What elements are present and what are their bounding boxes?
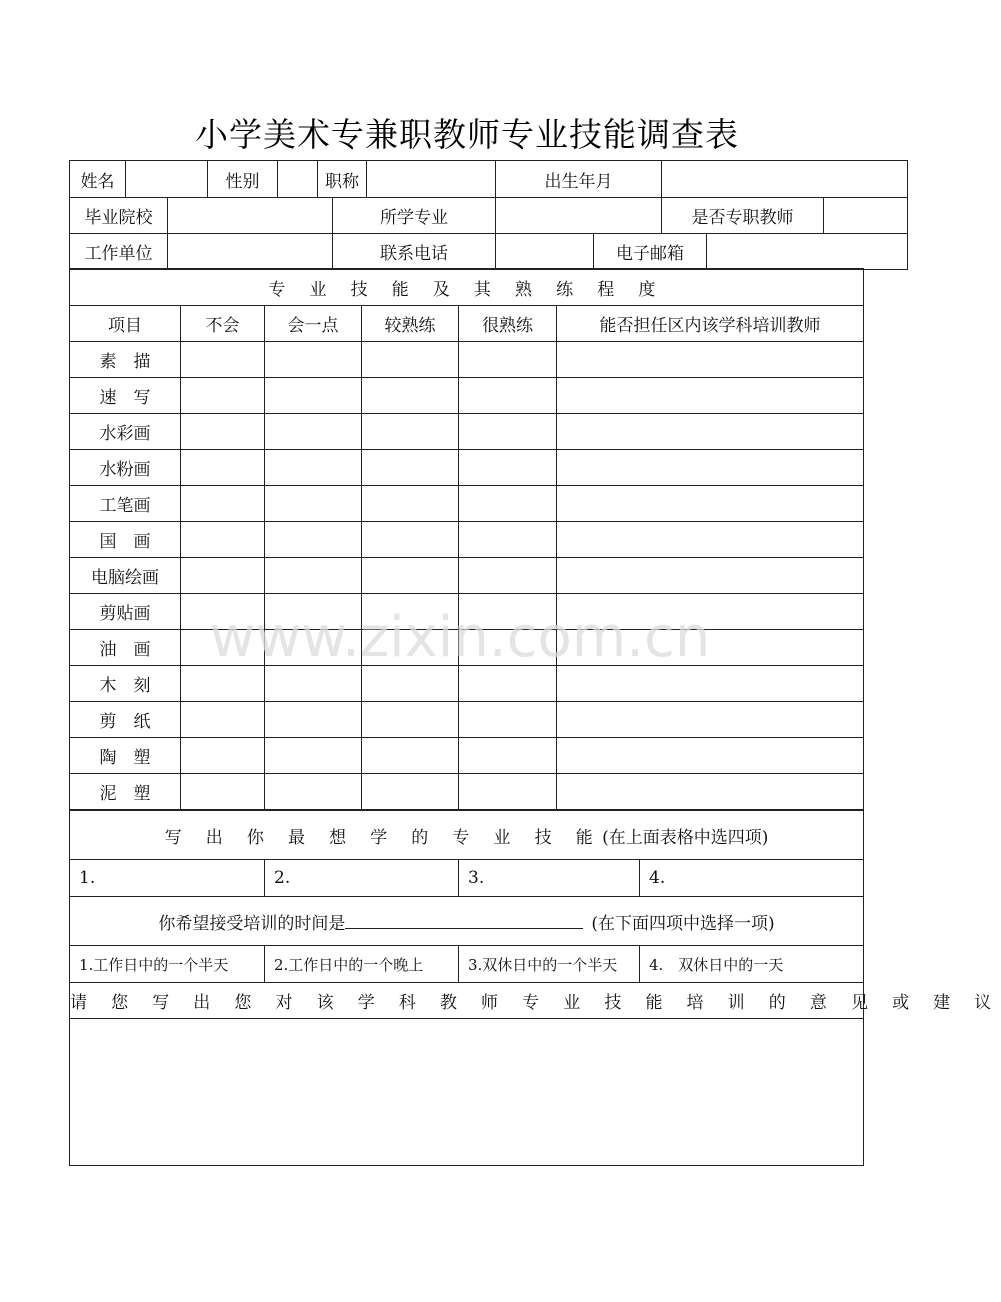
skill-none-cell[interactable] (181, 702, 265, 738)
skill-little-cell[interactable] (265, 450, 362, 486)
skill-row (70, 594, 864, 630)
training-time-prompt: 你希望接受培训的时间是 (158, 913, 346, 934)
skill-row (70, 378, 864, 414)
options-table (69, 945, 1001, 1166)
skill-very-skilled-cell[interactable] (459, 486, 557, 522)
skill-none-cell[interactable] (181, 378, 265, 414)
header-little: 会一点 (265, 306, 362, 342)
skill-little-cell[interactable] (265, 630, 362, 666)
skill-can-train-cell[interactable] (557, 666, 864, 702)
wish-prompt-cell (70, 811, 864, 860)
skill-skilled-cell[interactable] (362, 774, 459, 810)
skill-can-train-cell[interactable] (557, 342, 864, 378)
skill-name: 素 描 (70, 342, 181, 378)
phone-label: 联系电话 (333, 234, 496, 270)
skill-can-train-cell[interactable] (557, 378, 864, 414)
skill-little-cell[interactable] (265, 486, 362, 522)
skill-none-cell[interactable] (181, 450, 265, 486)
skill-little-cell[interactable] (265, 594, 362, 630)
skill-skilled-cell[interactable] (362, 738, 459, 774)
skill-can-train-cell[interactable] (557, 774, 864, 810)
major-label: 所学专业 (333, 198, 496, 234)
skill-row (70, 342, 864, 378)
wish-note: (在上面表格中选四项) (602, 827, 769, 848)
skill-little-cell[interactable] (265, 414, 362, 450)
training-time-blank[interactable] (345, 912, 583, 929)
skill-can-train-cell[interactable] (557, 522, 864, 558)
skills-section-title-text: 专 业 技 能 及 其 熟 练 程 度 (268, 279, 665, 300)
skill-can-train-cell[interactable] (557, 702, 864, 738)
training-option-2[interactable]: 2.工作日中的一个晚上 (265, 946, 459, 983)
skill-can-train-cell[interactable] (557, 414, 864, 450)
work-unit-label: 工作单位 (70, 234, 168, 270)
skill-row (70, 450, 864, 486)
skill-row (70, 666, 864, 702)
skill-name: 工笔画 (70, 486, 181, 522)
suggestion-header (70, 983, 1001, 1019)
skill-skilled-cell[interactable] (362, 378, 459, 414)
job-title-label: 职称 (318, 161, 367, 198)
skill-row (70, 486, 864, 522)
training-time-note: (在下面四项中选择一项) (591, 913, 775, 934)
skill-little-cell[interactable] (265, 558, 362, 594)
skill-skilled-cell[interactable] (362, 414, 459, 450)
birth-label: 出生年月 (496, 161, 662, 198)
skill-can-train-cell[interactable] (557, 450, 864, 486)
skill-skilled-cell[interactable] (362, 558, 459, 594)
skill-row (70, 738, 864, 774)
email-field[interactable] (707, 234, 908, 270)
skill-very-skilled-cell[interactable] (459, 450, 557, 486)
skill-none-cell[interactable] (181, 522, 265, 558)
skill-name: 剪 纸 (70, 702, 181, 738)
skill-name: 水粉画 (70, 450, 181, 486)
skill-can-train-cell[interactable] (557, 738, 864, 774)
skill-row (70, 522, 864, 558)
skill-none-cell[interactable] (181, 558, 265, 594)
skill-very-skilled-cell[interactable] (459, 558, 557, 594)
skill-little-cell[interactable] (265, 774, 362, 810)
skill-row (70, 630, 864, 666)
work-unit-field[interactable] (168, 234, 333, 270)
skill-skilled-cell[interactable] (362, 522, 459, 558)
skill-none-cell[interactable] (181, 774, 265, 810)
skill-very-skilled-cell[interactable] (459, 414, 557, 450)
skill-name: 水彩画 (70, 414, 181, 450)
name-field[interactable] (126, 161, 208, 198)
skill-none-cell[interactable] (181, 738, 265, 774)
email-label: 电子邮箱 (594, 234, 707, 270)
suggestion-prompt: 请 您 写 出 您 对 该 学 科 教 师 专 业 技 能 培 训 的 意 见 或 建 议 (70, 993, 1001, 1013)
skill-row (70, 558, 864, 594)
header-none: 不会 (181, 306, 265, 342)
wish-prompt: 写 出 你 最 想 学 的 专 业 技 能 (164, 827, 603, 848)
birth-field[interactable] (662, 161, 908, 198)
skill-very-skilled-cell[interactable] (459, 378, 557, 414)
skill-skilled-cell[interactable] (362, 342, 459, 378)
gender-field[interactable] (278, 161, 318, 198)
skill-none-cell[interactable] (181, 666, 265, 702)
name-label: 姓名 (70, 161, 126, 198)
wish-slot-2[interactable]: 2. (265, 860, 459, 897)
skill-little-cell[interactable] (265, 522, 362, 558)
skill-none-cell[interactable] (181, 594, 265, 630)
skill-very-skilled-cell[interactable] (459, 522, 557, 558)
skill-row (70, 702, 864, 738)
skill-none-cell[interactable] (181, 414, 265, 450)
skills-section-title (70, 269, 864, 306)
skill-row (70, 414, 864, 450)
school-field[interactable] (168, 198, 333, 234)
skill-can-train-cell[interactable] (557, 594, 864, 630)
header-very-skilled: 很熟练 (459, 306, 557, 342)
skill-little-cell[interactable] (265, 702, 362, 738)
suggestion-field[interactable] (70, 1019, 864, 1166)
watermark: www.zixin.com.cn (209, 605, 711, 670)
wish-table (69, 810, 864, 946)
skills-table (69, 268, 864, 810)
training-time-cell (70, 897, 864, 946)
skill-little-cell[interactable] (265, 738, 362, 774)
training-option-4[interactable]: 4. 双休日中的一天 (640, 946, 864, 983)
skill-none-cell[interactable] (181, 486, 265, 522)
skill-skilled-cell[interactable] (362, 702, 459, 738)
skill-none-cell[interactable] (181, 342, 265, 378)
skill-little-cell[interactable] (265, 378, 362, 414)
wish-slot-3[interactable]: 3. (459, 860, 640, 897)
skill-skilled-cell[interactable] (362, 450, 459, 486)
skill-name: 速 写 (70, 378, 181, 414)
skill-little-cell[interactable] (265, 342, 362, 378)
page-title: 小学美术专兼职教师专业技能调查表 (195, 115, 739, 154)
skill-can-train-cell[interactable] (557, 630, 864, 666)
skill-can-train-cell[interactable] (557, 486, 864, 522)
school-label: 毕业院校 (70, 198, 168, 234)
header-skilled: 较熟练 (362, 306, 459, 342)
skill-skilled-cell[interactable] (362, 594, 459, 630)
skill-skilled-cell[interactable] (362, 630, 459, 666)
skill-very-skilled-cell[interactable] (459, 774, 557, 810)
phone-field[interactable] (496, 234, 594, 270)
skill-name: 油 画 (70, 630, 181, 666)
skill-name: 剪贴画 (70, 594, 181, 630)
header-can-train: 能否担任区内该学科培训教师 (557, 306, 864, 342)
skill-row (70, 774, 864, 810)
skill-can-train-cell[interactable] (557, 558, 864, 594)
skill-name: 木 刻 (70, 666, 181, 702)
skill-skilled-cell[interactable] (362, 666, 459, 702)
skill-none-cell[interactable] (181, 630, 265, 666)
header-item: 项目 (70, 306, 181, 342)
skill-very-skilled-cell[interactable] (459, 738, 557, 774)
skill-very-skilled-cell[interactable] (459, 630, 557, 666)
gender-label: 性别 (208, 161, 278, 198)
skill-rows (70, 342, 864, 810)
wish-slot-4[interactable]: 4. (640, 860, 864, 897)
skill-name: 陶 塑 (70, 738, 181, 774)
skill-skilled-cell[interactable] (362, 486, 459, 522)
skill-little-cell[interactable] (265, 666, 362, 702)
skill-very-skilled-cell[interactable] (459, 666, 557, 702)
skill-name: 电脑绘画 (70, 558, 181, 594)
info-table (69, 160, 908, 270)
fulltime-field[interactable] (824, 198, 908, 234)
skill-very-skilled-cell[interactable] (459, 342, 557, 378)
training-option-3[interactable]: 3.双休日中的一个半天 (459, 946, 640, 983)
job-title-field[interactable] (367, 161, 496, 198)
fulltime-label: 是否专职教师 (662, 198, 824, 234)
skill-name: 泥 塑 (70, 774, 181, 810)
skill-very-skilled-cell[interactable] (459, 702, 557, 738)
wish-slot-1[interactable]: 1. (70, 860, 265, 897)
training-option-1[interactable]: 1.工作日中的一个半天 (70, 946, 265, 983)
skill-name: 国 画 (70, 522, 181, 558)
major-field[interactable] (496, 198, 662, 234)
skill-very-skilled-cell[interactable] (459, 594, 557, 630)
